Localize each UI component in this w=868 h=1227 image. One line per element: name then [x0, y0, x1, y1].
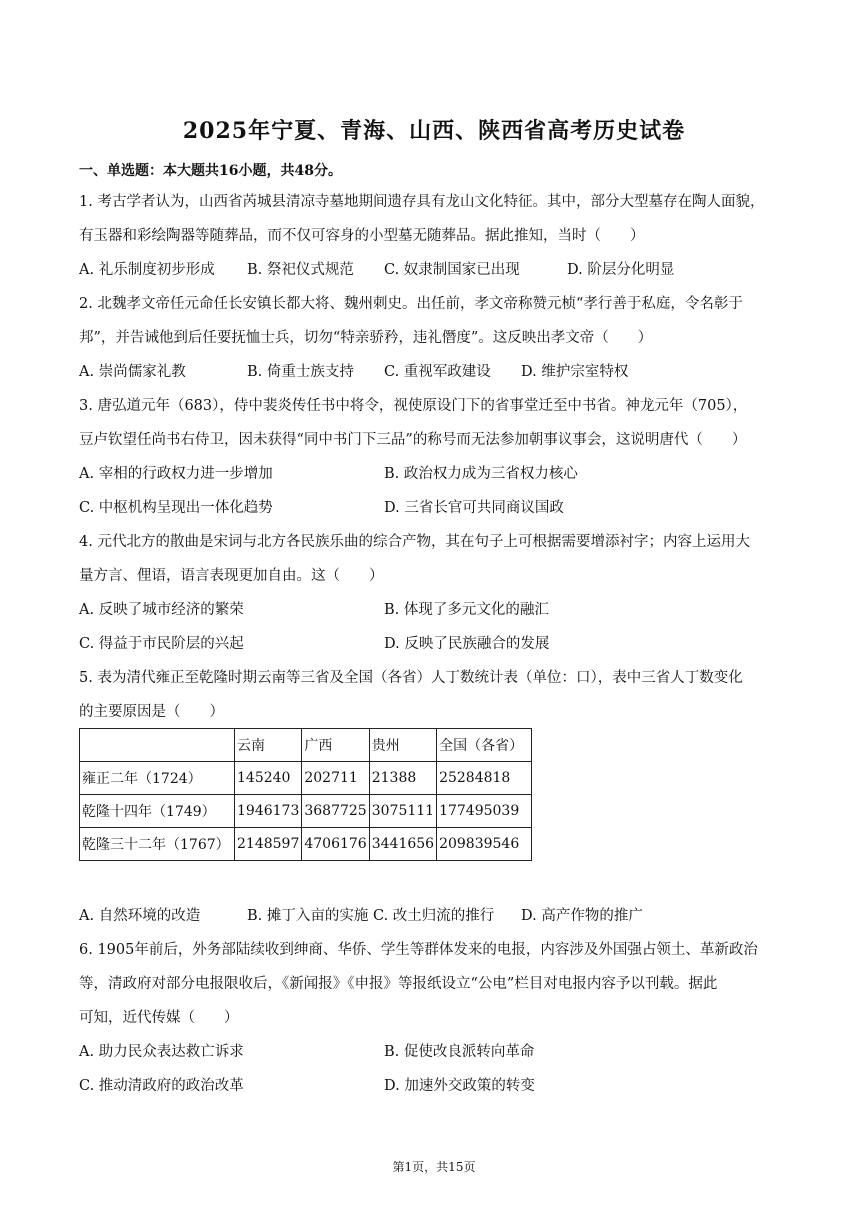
q2-option-d: D. 维护宗室特权 — [521, 364, 629, 380]
table-cell: 3075111 — [369, 795, 436, 828]
section-heading: 一、单选题：本大题共16小题，共48分。 — [79, 163, 342, 179]
question-1-line-1: 1. 考古学者认为，山西省芮城县清凉寺墓地期间遗存具有龙山文化特征。其中，部分大型墓存在陶人面貌， — [79, 194, 765, 210]
q3-option-d: D. 三省长官可共同商议国政 — [384, 500, 564, 516]
question-2-line-2: 邦”，并告诫他到后任要抚恤士兵，切勿“特亲骄矜，违礼僭度”。这反映出孝文帝（ ） — [79, 330, 653, 346]
table-cell: 25284818 — [437, 762, 532, 795]
table-cell: 209839546 — [437, 828, 532, 861]
q6-option-d: D. 加速外交政策的转变 — [384, 1078, 535, 1094]
question-2-line-1: 2. 北魏孝文帝任元命任长安镇长都大将、魏州刺史。出任前，孝文帝称赞元桢“孝行善于私庭，令名彰于 — [79, 296, 743, 312]
q4-option-c: C. 得益于市民阶层的兴起 — [79, 636, 244, 652]
q3-option-b: B. 政治权力成为三省权力核心 — [384, 466, 578, 482]
table-cell: 4706176 — [302, 828, 369, 861]
population-table — [79, 728, 532, 861]
table-cell: 3687725 — [302, 795, 369, 828]
table-header-cell: 云南 — [235, 729, 302, 762]
q6-option-c: C. 推动清政府的政治改革 — [79, 1078, 244, 1094]
question-6-line-2: 等，清政府对部分电报限收后，《新闻报》《申报》等报纸设立“公电”栏目对电报内容予以刊载。据此 — [79, 976, 718, 992]
table-cell: 2148597 — [235, 828, 302, 861]
table-cell: 乾隆十四年（1749） — [80, 795, 235, 828]
q3-option-a: A. 宰相的行政权力进一步增加 — [79, 466, 273, 482]
q1-option-c: C. 奴隶制国家已出现 — [384, 262, 520, 278]
q1-option-a: A. 礼乐制度初步形成 — [79, 262, 215, 278]
q5-option-d: D. 高产作物的推广 — [521, 908, 643, 924]
q4-option-d: D. 反映了民族融合的发展 — [384, 636, 550, 652]
table-header-cell: 广西 — [302, 729, 369, 762]
question-1-line-2: 有玉器和彩绘陶器等随葬品，而不仅可容身的小型墓无随葬品。据此推知，当时（ ） — [79, 228, 645, 244]
q2-option-a: A. 崇尚儒家礼教 — [79, 364, 186, 380]
question-6-line-1: 6. 1905年前后，外务部陆续收到绅商、华侨、学生等群体发来的电报，内容涉及外国强占领土、革新政治 — [79, 942, 758, 958]
table-cell: 乾隆三十二年（1767） — [80, 828, 235, 861]
page-title: 2025年宁夏、青海、山西、陕西省高考历史试卷 — [182, 118, 686, 144]
table-header-row — [80, 729, 532, 762]
table-header-cell — [80, 729, 235, 762]
table-row — [80, 795, 532, 828]
table-row — [80, 762, 532, 795]
question-3-line-2: 豆卢钦望任尚书右侍卫，因未获得“同中书门下三品”的称号而无法参加朝事议事会，这说明唐代（ ） — [79, 432, 747, 448]
question-4-line-1: 4. 元代北方的散曲是宋词与北方各民族乐曲的综合产物，其在句子上可根据需要增添衬字；内容上运用大 — [79, 534, 750, 550]
table-cell: 177495039 — [437, 795, 532, 828]
table-header-cell: 全国（各省） — [437, 729, 532, 762]
q6-option-a: A. 助力民众表达救亡诉求 — [79, 1044, 244, 1060]
question-5-line-1: 5. 表为清代雍正至乾隆时期云南等三省及全国（各省）人丁数统计表（单位：口），表中三省人丁数变化 — [79, 670, 743, 686]
table-cell: 145240 — [235, 762, 302, 795]
question-3-line-1: 3. 唐弘道元年（683），侍中裴炎传任书中将令，视使原设门下的省事堂迁至中书省。神龙元年（705）， — [79, 398, 748, 414]
q2-option-c: C. 重视军政建设 — [384, 364, 491, 380]
q5-option-a: A. 自然环境的改造 — [79, 908, 201, 924]
question-5-line-2: 的主要原因是（ ） — [79, 704, 224, 720]
q4-option-b: B. 体现了多元文化的融汇 — [384, 602, 549, 618]
q1-option-b: B. 祭祀仪式规范 — [247, 262, 354, 278]
q2-option-b: B. 倚重士族支持 — [247, 364, 354, 380]
q3-option-c: C. 中枢机构呈现出一体化趋势 — [79, 500, 273, 516]
question-4-line-2: 量方言、俚语，语言表现更加自由。这（ ） — [79, 568, 384, 584]
table-cell: 202711 — [302, 762, 369, 795]
table-cell: 3441656 — [369, 828, 436, 861]
q5-option-b: B. 摊丁入亩的实施 — [247, 908, 369, 924]
table-cell: 21388 — [369, 762, 436, 795]
q5-option-c: C. 改土归流的推行 — [373, 908, 495, 924]
q4-option-a: A. 反映了城市经济的繁荣 — [79, 602, 244, 618]
q6-option-b: B. 促使改良派转向革命 — [384, 1044, 535, 1060]
question-6-line-3: 可知，近代传媒（ ） — [79, 1010, 239, 1026]
table-row — [80, 828, 532, 861]
table-cell: 1946173 — [235, 795, 302, 828]
table-header-cell: 贵州 — [369, 729, 436, 762]
q1-option-d: D. 阶层分化明显 — [567, 262, 675, 278]
page-number: 第1页，共15页 — [392, 1160, 476, 1174]
table-cell: 雍正二年（1724） — [80, 762, 235, 795]
